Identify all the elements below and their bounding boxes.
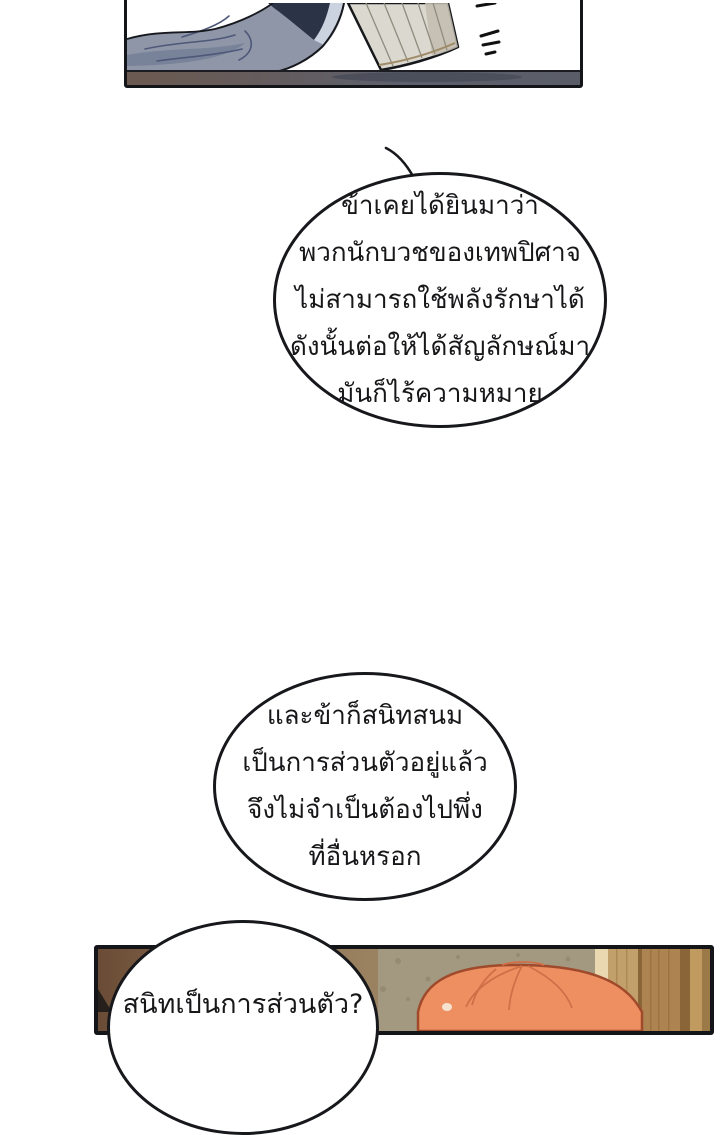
bubble-text-line: ข้าเคยได้ยินมาว่า <box>341 190 539 221</box>
speech-bubble-3 <box>107 920 379 1135</box>
bubble-text-line: มันก็ไร้ความหมาย <box>337 378 543 409</box>
speech-bubble-1 <box>273 172 607 428</box>
bubble-text-line: ดังนั้นต่อให้ได้สัญลักษณ์มา <box>289 331 591 362</box>
bubble-text-line: ไม่สามารถใช้พลังรักษาได้ <box>295 284 585 315</box>
bubble-text-line: จึงไม่จำเป็นต้องไปพึ่ง <box>247 794 483 825</box>
table-edge-illustration <box>127 70 580 88</box>
top-panel <box>124 0 583 88</box>
top-panel-illustration <box>127 3 580 88</box>
bubble-text-line: สนิทเป็นการส่วนตัว? <box>122 989 364 1020</box>
emphasis-marks-icon <box>477 3 499 54</box>
bubble-text-line: และข้าก็สนิทสนม <box>266 700 464 731</box>
speech-bubble-2 <box>213 672 517 901</box>
bubble-text-line: เป็นการส่วนตัวอยู่แล้ว <box>242 747 488 778</box>
bubble-text-line: ที่อื่นหรอก <box>308 841 422 872</box>
cup-illustration <box>348 3 458 70</box>
character-clothing-illustration <box>127 3 345 72</box>
bubble-text-line: พวกนักบวชของเทพปิศาจ <box>299 237 581 268</box>
